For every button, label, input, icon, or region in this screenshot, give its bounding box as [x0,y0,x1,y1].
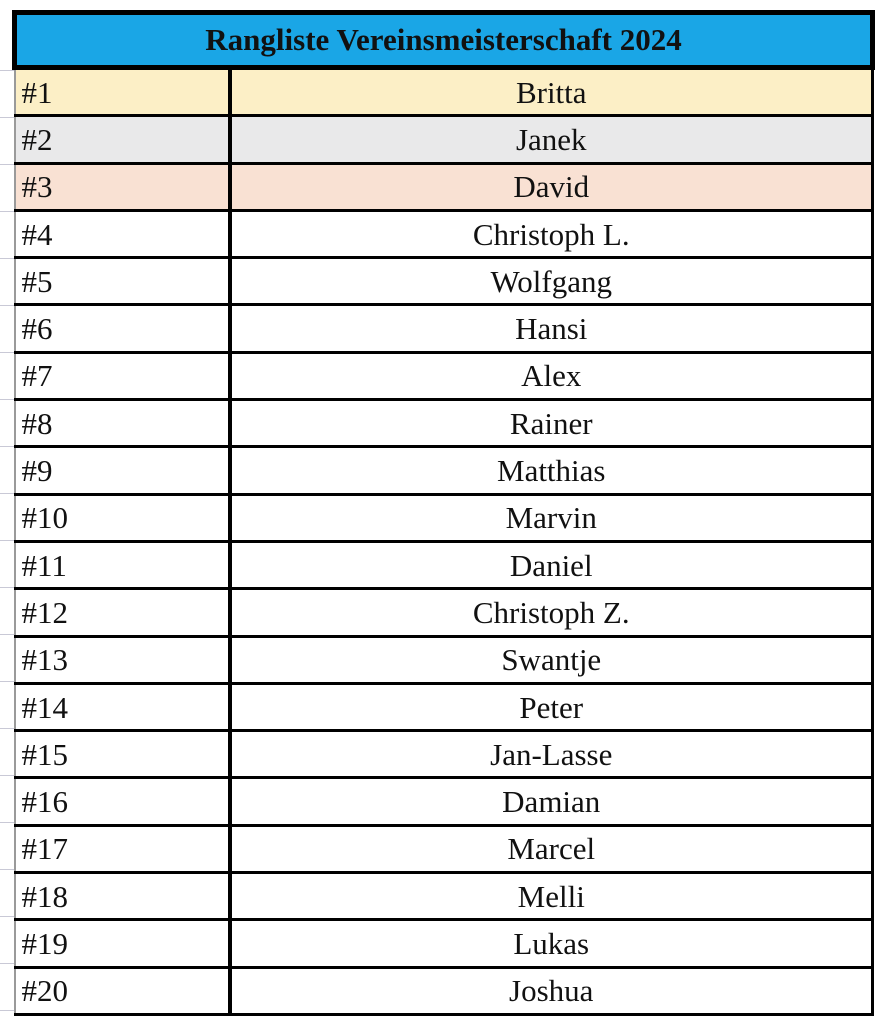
rank-cell[interactable]: #6 [15,305,230,352]
table-row [15,967,873,1014]
name-cell[interactable]: Damian [230,778,873,825]
name-cell[interactable]: Rainer [230,400,873,447]
table-row [15,68,873,116]
rank-cell[interactable]: #7 [15,352,230,399]
table-title[interactable]: Rangliste Vereinsmeisterschaft 2024 [15,13,873,68]
name-cell[interactable]: Britta [230,68,873,116]
ranking-table [12,10,875,1016]
name-cell[interactable]: Jan-Lasse [230,731,873,778]
name-cell[interactable]: Daniel [230,541,873,588]
table-row [15,920,873,967]
name-cell[interactable]: Joshua [230,967,873,1014]
name-cell[interactable]: Wolfgang [230,258,873,305]
rank-cell[interactable]: #11 [15,541,230,588]
name-cell[interactable]: Marvin [230,494,873,541]
name-cell[interactable]: Marcel [230,825,873,872]
rank-cell[interactable]: #4 [15,210,230,257]
table-row [15,258,873,305]
name-cell[interactable]: David [230,163,873,210]
table-row [15,305,873,352]
rank-cell[interactable]: #10 [15,494,230,541]
name-cell[interactable]: Christoph L. [230,210,873,257]
table-row [15,873,873,920]
rank-cell[interactable]: #1 [15,68,230,116]
name-cell[interactable]: Lukas [230,920,873,967]
table-row [15,636,873,683]
rank-cell[interactable]: #2 [15,116,230,163]
table-row [15,778,873,825]
rank-cell[interactable]: #3 [15,163,230,210]
name-cell[interactable]: Christoph Z. [230,589,873,636]
name-cell[interactable]: Melli [230,873,873,920]
rank-cell[interactable]: #5 [15,258,230,305]
rank-cell[interactable]: #17 [15,825,230,872]
rank-cell[interactable]: #13 [15,636,230,683]
table-row [15,163,873,210]
rank-cell[interactable]: #18 [15,873,230,920]
table-row [15,210,873,257]
rank-cell[interactable]: #15 [15,731,230,778]
table-row [15,494,873,541]
title-row [15,13,873,68]
rank-cell[interactable]: #9 [15,447,230,494]
rank-cell[interactable]: #12 [15,589,230,636]
table-row [15,541,873,588]
table-row [15,447,873,494]
ranking-rows [15,68,873,1015]
table-row [15,825,873,872]
table-row [15,400,873,447]
rank-cell[interactable]: #19 [15,920,230,967]
table-row [15,116,873,163]
name-cell[interactable]: Peter [230,683,873,730]
rank-cell[interactable]: #20 [15,967,230,1014]
rank-cell[interactable]: #16 [15,778,230,825]
table-row [15,352,873,399]
table-row [15,683,873,730]
table-row [15,589,873,636]
name-cell[interactable]: Swantje [230,636,873,683]
name-cell[interactable]: Alex [230,352,873,399]
rank-cell[interactable]: #14 [15,683,230,730]
name-cell[interactable]: Janek [230,116,873,163]
table-row [15,731,873,778]
name-cell[interactable]: Matthias [230,447,873,494]
rank-cell[interactable]: #8 [15,400,230,447]
name-cell[interactable]: Hansi [230,305,873,352]
